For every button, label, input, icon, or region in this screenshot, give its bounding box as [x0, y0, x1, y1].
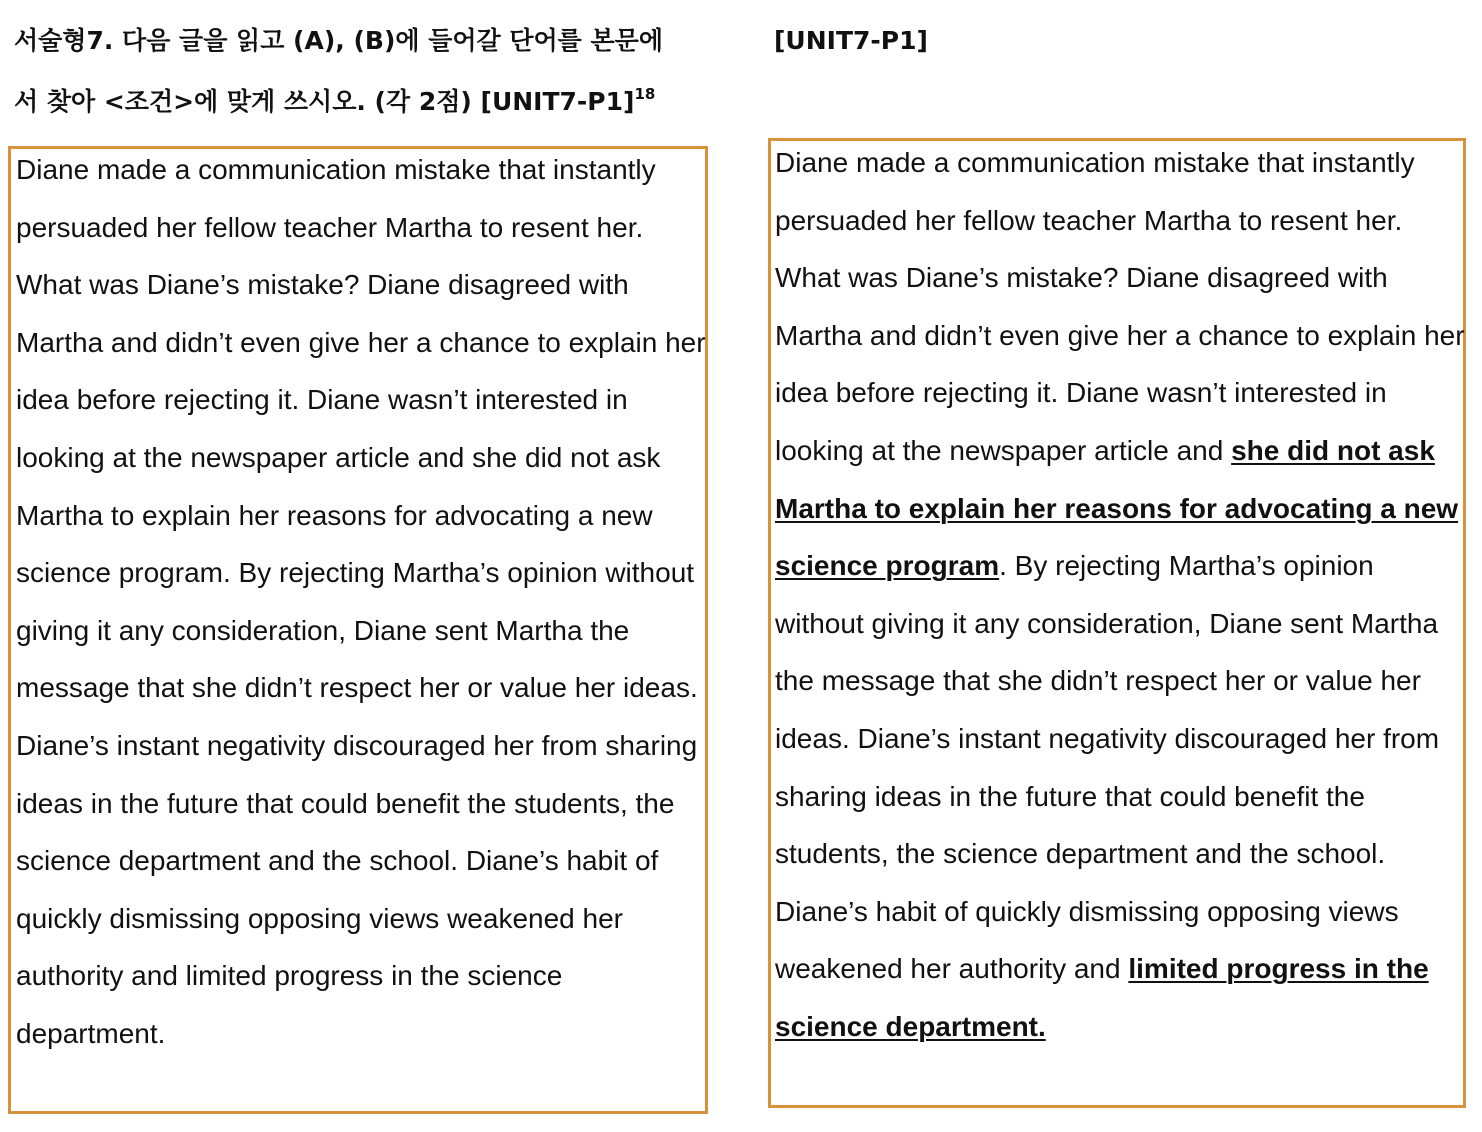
footnote-marker: 18	[634, 85, 656, 103]
answer-highlight-a: she did not ask Martha to explain her reasons for advocating a new science program	[775, 434, 1459, 582]
left-passage-text: Diane made a communication mistake that instantly persuaded her fellow teacher Martha to resent her. What was Diane’s mistake? Diane disagreed with Martha and didn’t even give her a chance to explain her idea before rejecting it. Diane wasn’t interested in looking at the newspaper article and she did not ask Martha to explain her reasons for advocating a new science program. By rejecting Martha’s opinion without giving it any consideration, Diane sent Martha the message that she didn’t respect her or value her ideas. Diane’s instant negativity discouraged her from sharing ideas in the future that could benefit the students, the science department and the school. Diane’s habit of quickly dismissing opposing views weakened her authority and limited progress in the science department.	[16, 154, 706, 1049]
question-title-line2-text: 서 찾아 <조건>에 맞게 쓰시오. (각 2점) [UNIT7-P1]	[14, 87, 635, 116]
question-title-line2	[14, 87, 655, 117]
right-passage-part2: . By rejecting Martha’s opinion without giving it any consideration, Diane sent Martha the message that she didn’t respect her or value her ideas. Diane’s instant negativity discouraged her from sharing ideas in the future that could benefit the students, the science department and the school. Diane’s habit of quickly dismissing opposing views weakened her authority and	[775, 550, 1440, 985]
right-passage-text	[775, 134, 1465, 1056]
question-title-line1: 서술형7. 다음 글을 읽고 (A), (B)에 들어갈 단어를 본문에	[14, 26, 663, 55]
answer-title: [UNIT7-P1]	[774, 26, 928, 55]
right-passage-part1: Diane made a communication mistake that instantly persuaded her fellow teacher Martha to resent her. What was Diane’s mistake? Diane disagreed with Martha and didn’t even give her a chance to explain her idea before rejecting it. Diane wasn’t interested in looking at the newspaper article and	[775, 147, 1465, 466]
answer-highlight-b: limited progress in the science department.	[775, 953, 1429, 1042]
